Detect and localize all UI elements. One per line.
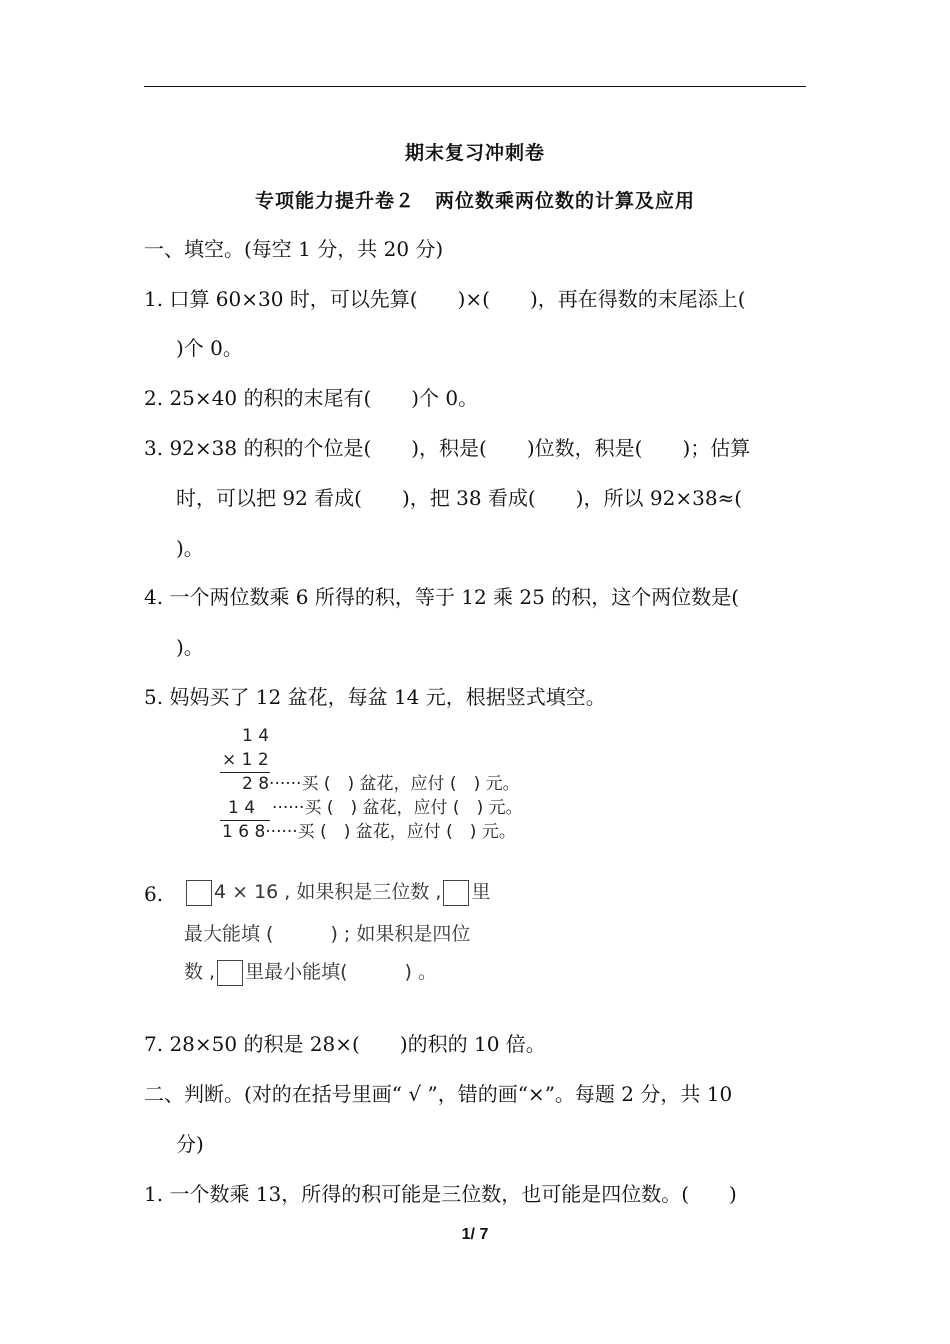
q4-line2: )。 (176, 635, 204, 659)
q5-text: 5. 妈妈买了 12 盆花，每盆 14 元，根据竖式填空。 (144, 685, 606, 709)
section1-heading: 一、填空。(每空 1 分，共 20 分) (144, 237, 444, 261)
answer-box[interactable] (443, 880, 469, 906)
q1-line2: )个 0。 (176, 336, 243, 360)
product-row: 1 6 8······买 ( ) 盆花，应付 ( ) 元。 (222, 822, 516, 842)
q6-line1 (184, 878, 490, 906)
q6-line3-text: 里最小能填( ) 。 (245, 961, 437, 983)
q1-line1: 1. 口算 60×30 时，可以先算( )×( )，再在得数的末尾添上( (144, 287, 746, 311)
page-subtitle: 专项能力提升卷２ 两位数乘两位数的计算及应用 (254, 190, 695, 212)
page-number: 1/ 7 (461, 1226, 489, 1243)
q6-line1-text: 4 × 16 , 如果积是三位数 , (214, 881, 442, 903)
q3-line2: 时，可以把 92 看成( )，把 38 看成( )，所以 92×38≈( (176, 486, 743, 510)
partial-row-1: 2 8······买 ( ) 盆花，应付 ( ) 元。 (242, 774, 520, 794)
answer-box[interactable] (217, 960, 243, 986)
q6-number: 6. (144, 882, 164, 906)
q3-line1: 3. 92×38 的积的个位是( )，积是( )位数，积是( )；估算 (144, 436, 751, 460)
multiplicand: 1 4 (242, 726, 270, 746)
header-rule (144, 86, 806, 87)
q4-line1: 4. 一个两位数乘 6 所得的积，等于 12 乘 25 的积，这个两位数是( (144, 585, 740, 609)
answer-box[interactable] (186, 880, 212, 906)
section2-heading-line2: 分) (176, 1132, 204, 1156)
partial-row-2: 1 4 ······买 ( ) 盆花，应付 ( ) 元。 (228, 798, 523, 818)
section2-heading-line1: 二、判断。(对的在括号里画“ √ ”，错的画“×”。每题 2 分，共 10 (144, 1082, 733, 1106)
q6-line2: 最大能填 ( ) ; 如果积是四位 (184, 923, 471, 945)
page-title: 期末复习冲刺卷 (404, 142, 545, 164)
q7: 7. 28×50 的积是 28×( )的积的 10 倍。 (144, 1032, 546, 1056)
q6-line3 (184, 958, 437, 986)
q6-line1-end: 里 (471, 881, 491, 903)
q2: 2. 25×40 的积的末尾有( )个 0。 (144, 386, 479, 410)
multiplier: × 1 2 (222, 750, 269, 770)
q3-line3: )。 (176, 536, 204, 560)
q6-line3-start: 数 , (184, 961, 216, 983)
judge-q1: 1. 一个数乘 13，所得的积可能是三位数，也可能是四位数。( ) (144, 1182, 737, 1206)
